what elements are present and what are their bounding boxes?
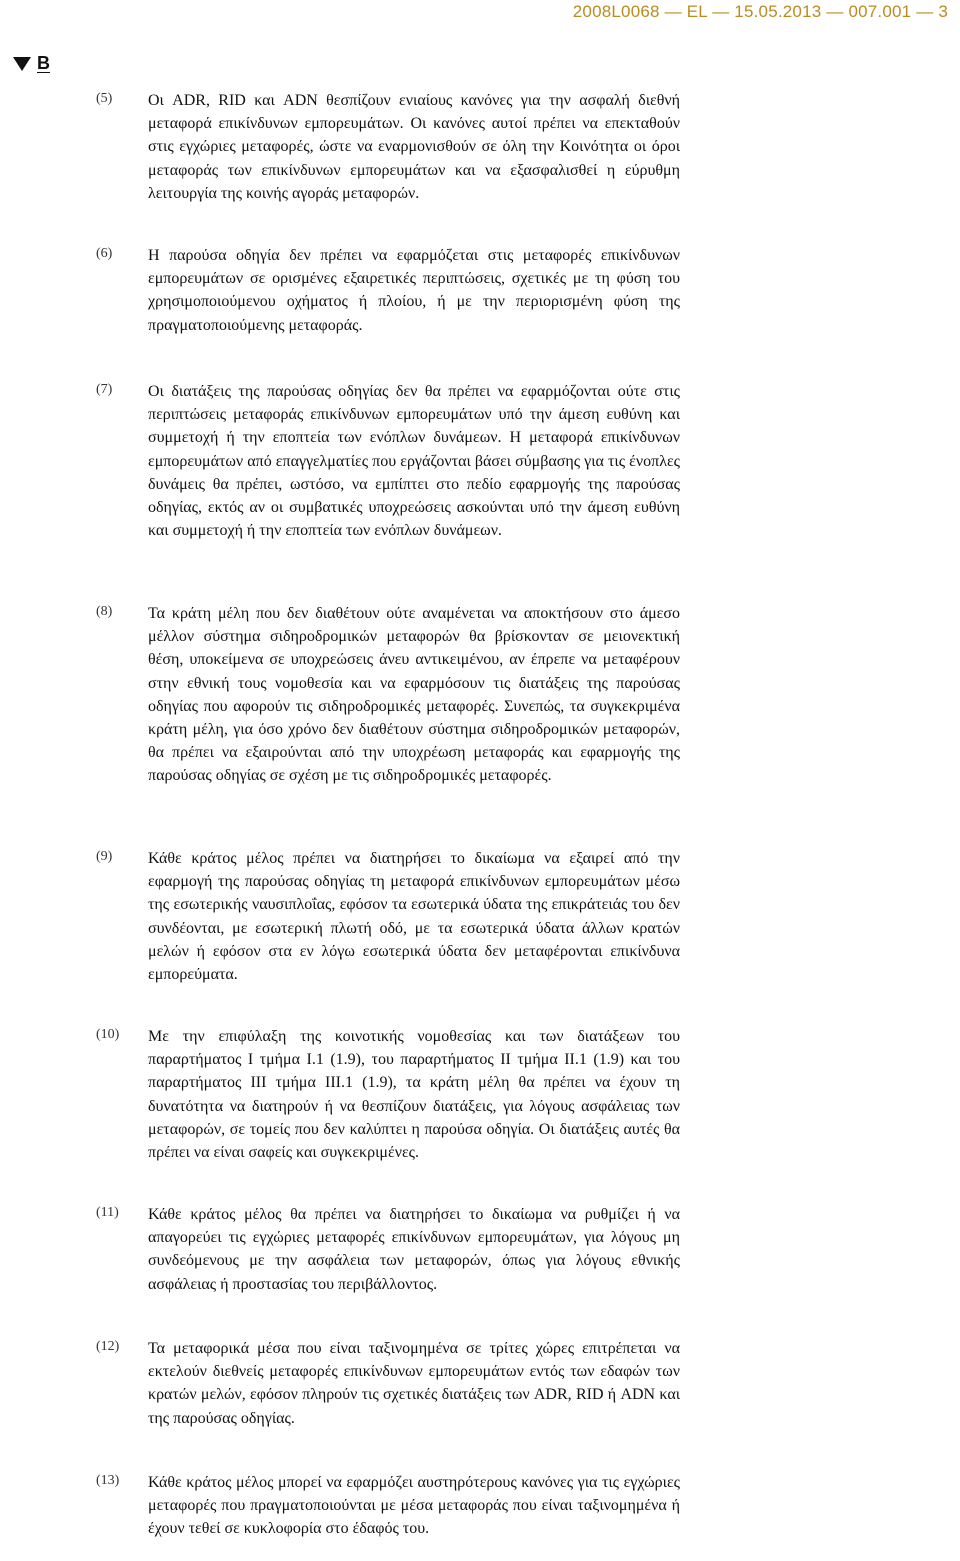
recital-text: Κάθε κράτος μέλος θα πρέπει να διατηρήσει το δικαίωμα να ρυθμίζει ή να απαγορεύει τις εγχώριες μεταφορές επικίνδυνων εμπορευμάτων, για λόγους μη συνδεόμενους με την ασφάλεια των μεταφορών, όπως για λόγους εθνικής ασφάλειας ή προστασίας του περιβάλλοντος. bbox=[148, 1206, 680, 1293]
recital-number: (11) bbox=[96, 1205, 119, 1220]
recital-text: Κάθε κράτος μέλος πρέπει να διατηρήσει το δικαίωμα να εξαιρεί από την εφαρμογή της παρούσας οδηγίας τη μεταφορά επικίνδυνων εμπορευμάτων μέσω της εσωτερικής ναυσιπλοΐας, εφόσον τα εσωτερικά ύδατα της επικράτειάς του δεν συνδέονται, με εσωτερική πλωτή οδό, με τα εσωτερικά ύδατα άλλων κρατών μελών ή εφόσον στα εν λόγω εσωτερικά ύδατα δεν μεταφέρονται επικίνδυνα εμπορεύματα. bbox=[148, 850, 680, 984]
section-marker-letter: B bbox=[37, 53, 50, 73]
recital-text: Η παρούσα οδηγία δεν πρέπει να εφαρμόζεται στις μεταφορές επικίνδυνων εμπορευμάτων σε ορισμένες εξαιρετικές περιπτώσεις, σχετικές με τη φύση του χρησιμοποιούμενου οχήματος ή πλοίου, ή με την περιορισμένη φύση της πραγματοποιούμενης μεταφοράς. bbox=[148, 247, 680, 334]
recital-number: (10) bbox=[96, 1027, 120, 1042]
recital-number: (7) bbox=[96, 382, 113, 397]
recital-number: (8) bbox=[96, 604, 113, 619]
triangle-down-icon bbox=[13, 57, 31, 71]
recital-number: (9) bbox=[96, 849, 113, 864]
document-reference: 2008L0068 — EL — 15.05.2013 — 007.001 — 3 bbox=[572, 2, 948, 21]
recital-number: (13) bbox=[96, 1473, 120, 1488]
recital-text: Τα κράτη μέλη που δεν διαθέτουν ούτε αναμένεται να αποκτήσουν στο άμεσο μέλλον σύστημα σιδηροδρομικών μεταφορών θα βρίσκονταν σε μειονεκτική θέση, υποκείμενα σε υποχρεώσεις άνευ αντικειμένου, αν έπρεπε να μεταφέρουν στην εθνική τους νομοθεσία και να εφαρμόσουν τις διατάξεις της παρούσας οδηγίας που αφορούν τις σιδηροδρομικές μεταφορές. Συνεπώς, τα συγκεκριμένα κράτη μέλη, για όσο χρόνο δεν διαθέτουν σύστημα σιδηροδρομικών μεταφορών, θα πρέπει να εξαιρούνται από την υποχρέωση μεταφοράς και εφαρμογής της παρούσας οδηγίας σε σχέση με τις σιδηροδρομικές μεταφορές. bbox=[148, 605, 680, 785]
page-header bbox=[0, 0, 960, 26]
recital-text: Οι διατάξεις της παρούσας οδηγίας δεν θα πρέπει να εφαρμόζονται ούτε στις περιπτώσεις μεταφοράς επικίνδυνων εμπορευμάτων υπό την άμεση ευθύνη και συμμετοχή ή την εποπτεία των ενόπλων δυνάμεων. Η μεταφορά επικίνδυνων εμπορευμάτων από επαγγελματίες που εργάζονται βάσει σύμβασης για τις ένοπλες δυνάμεις θα πρέπει, ωστόσο, να εμπίπτει στο πεδίο εφαρμογής της παρούσας οδηγίας, εκτός αν οι συμβατικές υποχρεώσεις ασκούνται υπό την άμεση ευθύνη και συμμετοχή ή την εποπτεία των ενόπλων δυνάμεων. bbox=[148, 383, 680, 540]
recital-number: (12) bbox=[96, 1339, 120, 1354]
recital-number: (6) bbox=[96, 246, 113, 261]
recital-number: (5) bbox=[96, 91, 113, 106]
recital-text: Με την επιφύλαξη της κοινοτικής νομοθεσίας και των διατάξεων του παραρτήματος I τμήμα I.1 (1.9), του παραρτήματος II τμήμα II.1 (1.9) και του παραρτήματος III τμήμα III.1 (1.9), τα κράτη μέλη θα πρέπει να έχουν τη δυνατότητα να διατηρούν ή να θεσπίζουν διατάξεις, για λόγους ασφάλειας των μεταφορών, σε τομείς που δεν καλύπτει η παρούσα οδηγία. Οι διατάξεις αυτές θα πρέπει να είναι σαφείς και συγκεκριμένες. bbox=[148, 1028, 680, 1162]
recital-text: Τα μεταφορικά μέσα που είναι ταξινομημένα σε τρίτες χώρες επιτρέπεται να εκτελούν διεθνείς μεταφορές επικίνδυνων εμπορευμάτων εντός των εδαφών των κρατών μελών, εφόσον πληρούν τις σχετικές διατάξεις των ADR, RID ή ADN και της παρούσας οδηγίας. bbox=[148, 1340, 680, 1427]
recital-text: Οι ADR, RID και ADN θεσπίζουν ενιαίους κανόνες για την ασφαλή διεθνή μεταφορά επικίνδυνων εμπορευμάτων. Οι κανόνες αυτοί πρέπει να επεκταθούν στις εγχώριες μεταφορές, ώστε να εναρμονισθούν σε όλη την Κοινότητα οι όροι μεταφοράς των επικίνδυνων εμπορευμάτων και να εξασφαλισθεί η εύρυθμη λειτουργία της κοινής αγοράς μεταφορών. bbox=[148, 92, 680, 202]
recital-text: Κάθε κράτος μέλος μπορεί να εφαρμόζει αυστηρότερους κανόνες για τις εγχώριες μεταφορές που πραγματοποιούνται με μέσα μεταφοράς που είναι ταξινομημένα ή έχουν τεθεί σε κυκλοφορία στο έδαφός του. bbox=[148, 1474, 680, 1538]
section-marker bbox=[13, 53, 50, 74]
